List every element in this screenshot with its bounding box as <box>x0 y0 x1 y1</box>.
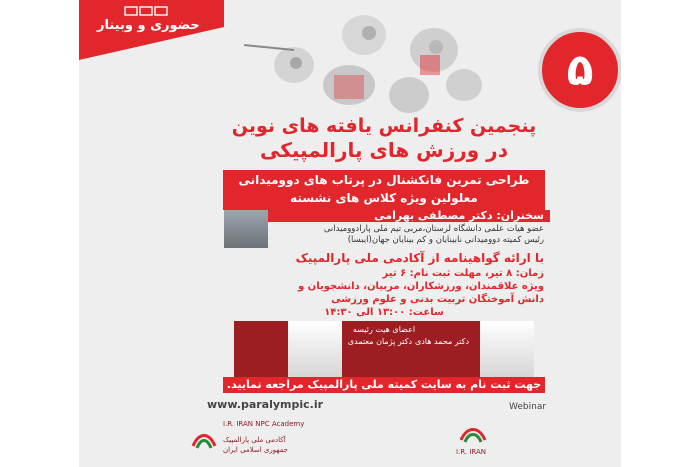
event-poster <box>79 0 621 467</box>
speaker-description-1: عضو هیات علمی دانشگاه لرستان،مربی تیم ملی پارادوومیدانی <box>323 224 544 234</box>
schedule-line-1: زمان: ۸ تیر، مهلت ثبت نام: ۶ تیر <box>382 268 544 279</box>
format-label: حضوری و وبینار <box>97 18 200 33</box>
speaker-name: سخنران: دکتر مصطفی بهرامی <box>268 210 550 222</box>
board-panel <box>234 321 534 377</box>
registration-note: جهت ثبت نام به سایت کمیته ملی پارالمپیک مراجعه نمایید. <box>223 377 545 393</box>
schedule-line-4: ساعت: ۱۳:۰۰ الی ۱۴:۳۰ <box>324 307 444 318</box>
board-member-left-name: دکتر پژمان معتمدی <box>347 337 413 346</box>
certificate-note: با ارائه گواهینامه از آکادمی ملی پارالمپیک <box>295 251 544 265</box>
academy-logo <box>189 418 305 463</box>
board-member-right-photo <box>480 321 534 377</box>
board-heading: اعضای هیت رئیسه <box>352 325 416 334</box>
topic-band <box>223 170 545 210</box>
board-member-left-photo <box>288 321 342 377</box>
webinar-label: Webinar <box>509 402 547 412</box>
title-line-1: پنجمین کنفرانس یافته های نوین <box>231 115 537 137</box>
academy-name-fa-2: جمهوری اسلامی ایران <box>223 446 288 454</box>
schedule-line-2: ویژه علاقمندان، ورزشکاران، مربیان، دانشجویان و <box>297 281 544 292</box>
edition-number-badge: ۵ <box>538 28 621 112</box>
academy-name-en: I.R. IRAN NPC Academy <box>223 420 305 428</box>
speaker-section <box>224 210 544 248</box>
topic-line-2: معلولین ویژه کلاس های نشسته <box>290 191 478 205</box>
npc-emblem-icon <box>458 420 488 446</box>
npc-name-en: I.R. IRAN <box>456 448 487 456</box>
title-line-2: در ورزش های پارالمپیکی <box>260 138 508 162</box>
topic-line-1: طراحی تمرین فانکشنال در پرتاب های دوومیدانی <box>238 173 530 187</box>
speaker-photo <box>224 210 268 248</box>
board-member-right-name: دکتر محمد هادی <box>414 337 470 346</box>
academy-emblem-icon <box>189 424 219 454</box>
website-link[interactable]: www.paralympic.ir <box>207 398 324 411</box>
speaker-description-2: رئیس کمیته دوومیدانی نابینایان و کم بینایان جهان(ایبسا) <box>347 235 544 245</box>
schedule-line-3: دانش آموختگان تربیت بدنی و علوم ورزشی <box>331 294 544 305</box>
monitor-icon <box>124 6 168 18</box>
athletes-collage-image <box>224 5 494 117</box>
academy-name-fa-1: آکادمی ملی پارالمپیک <box>223 436 286 444</box>
npc-logo <box>434 418 524 463</box>
